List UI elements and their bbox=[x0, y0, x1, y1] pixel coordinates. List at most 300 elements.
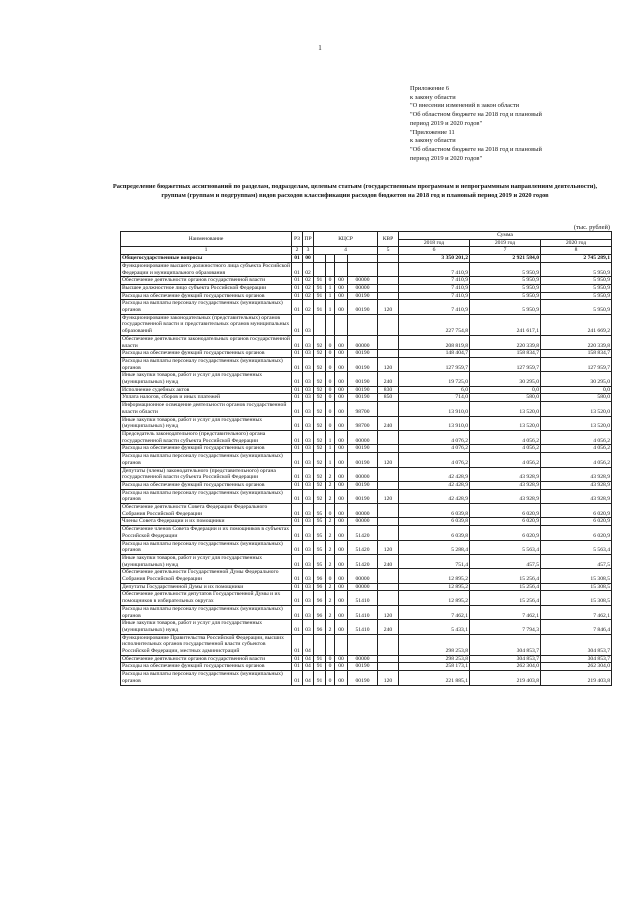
cell-kcsr-direction: 00000 bbox=[348, 569, 378, 583]
cell-sum-2020: 304 853,7 bbox=[541, 655, 612, 663]
cell-sum-2018: 148 404,7 bbox=[399, 350, 470, 358]
page-number: 1 bbox=[318, 44, 322, 52]
cell-sum-2019: 127 959,7 bbox=[470, 357, 541, 371]
appendix-line: Приложение 6 bbox=[410, 85, 450, 92]
cell-kcsr-event: 00 bbox=[335, 416, 348, 430]
cell-sum-2020: 4 056,2 bbox=[541, 445, 612, 453]
cell-rz: 01 bbox=[292, 671, 303, 685]
cell-pr: 03 bbox=[303, 386, 314, 394]
cell-kcsr-event: 00 bbox=[335, 554, 348, 568]
cell-name: Обеспечение деятельности депутатов Государственной Думы и их помощников в избирательных округах bbox=[121, 591, 292, 605]
cell-kcsr-direction: 00190 bbox=[348, 357, 378, 371]
header-name: Наименование bbox=[121, 232, 292, 247]
cell-kvr: 240 bbox=[378, 416, 399, 430]
cell-sum-2020: 6 020,9 bbox=[541, 518, 612, 526]
document-title: Распределение бюджетных ассигнований по разделам, подразделам, целевым статьям (государственным программам и непрограммным направлениям деятельности), группам (группам и подгруппам) видов расходов классификации расходов бюджетов на 2018 год и плановый период 2019 и 2020 годов bbox=[112, 183, 598, 199]
cell-kcsr-program: 92 bbox=[314, 402, 326, 416]
cell-name: Расходы на выплаты персоналу государственных (муниципальных) органов bbox=[121, 453, 292, 467]
table-row bbox=[121, 255, 612, 263]
header-2018: 2018 год bbox=[399, 239, 470, 247]
cell-kvr bbox=[378, 314, 399, 335]
cell-sum-2018: 221 885,1 bbox=[399, 671, 470, 685]
cell-kcsr-direction bbox=[348, 634, 378, 655]
cell-kcsr-event: 00 bbox=[335, 335, 348, 349]
cell-kcsr-event: 00 bbox=[335, 394, 348, 402]
cell-rz: 01 bbox=[292, 489, 303, 503]
cell-kcsr-subprogram: 0 bbox=[326, 335, 335, 349]
cell-sum-2020: 5 950,9 bbox=[541, 262, 612, 276]
table-row bbox=[121, 526, 612, 540]
cell-rz: 01 bbox=[292, 605, 303, 619]
cell-name: Расходы на обеспечение функций государственных органов bbox=[121, 445, 292, 453]
cell-sum-2018: 12 895,2 bbox=[399, 569, 470, 583]
cell-rz: 01 bbox=[292, 540, 303, 554]
cell-kcsr-program: 92 bbox=[314, 489, 326, 503]
table-row bbox=[121, 335, 612, 349]
cell-kcsr-event: 00 bbox=[335, 300, 348, 314]
cell-name: Депутаты (члены) законодательного (представительного) органа государственной власти субъекта Российской Федерации bbox=[121, 467, 292, 481]
cell-kvr bbox=[378, 634, 399, 655]
cell-name: Функционирование Правительства Российской Федерации, высших исполнительных органов государственной власти субъектов Российской Федерации, местных администраций bbox=[121, 634, 292, 655]
cell-name: Расходы на выплаты персоналу государственных (муниципальных) органов bbox=[121, 489, 292, 503]
table-row bbox=[121, 518, 612, 526]
cell-kvr bbox=[378, 526, 399, 540]
cell-kcsr-program: 96 bbox=[314, 569, 326, 583]
cell-sum-2019: 241 617,1 bbox=[470, 314, 541, 335]
cell-kcsr-direction bbox=[348, 255, 378, 263]
cell-rz: 01 bbox=[292, 634, 303, 655]
cell-sum-2020: 7 462,1 bbox=[541, 605, 612, 619]
cell-kvr: 830 bbox=[378, 386, 399, 394]
cell-kcsr-subprogram: 2 bbox=[326, 526, 335, 540]
cell-pr: 03 bbox=[303, 540, 314, 554]
table-row bbox=[121, 284, 612, 292]
cell-rz: 01 bbox=[292, 620, 303, 634]
cell-sum-2019: 219 403,8 bbox=[470, 671, 541, 685]
cell-kvr: 240 bbox=[378, 554, 399, 568]
cell-sum-2018: 7 410,9 bbox=[399, 277, 470, 285]
cell-kcsr-subprogram: 1 bbox=[326, 445, 335, 453]
cell-name: Уплата налогов, сборов и иных платежей bbox=[121, 394, 292, 402]
cell-kcsr-program: 95 bbox=[314, 554, 326, 568]
cell-rz: 01 bbox=[292, 335, 303, 349]
cell-kvr: 120 bbox=[378, 540, 399, 554]
cell-kcsr-direction: 00190 bbox=[348, 671, 378, 685]
cell-rz: 01 bbox=[292, 402, 303, 416]
cell-pr: 02 bbox=[303, 277, 314, 285]
cell-sum-2020: 15 308,5 bbox=[541, 583, 612, 591]
cell-kcsr-subprogram: 0 bbox=[326, 663, 335, 671]
cell-kcsr-event: 00 bbox=[335, 481, 348, 489]
table-row bbox=[121, 655, 612, 663]
cell-kcsr-event: 00 bbox=[335, 284, 348, 292]
cell-kcsr-subprogram: 0 bbox=[326, 671, 335, 685]
cell-rz: 01 bbox=[292, 481, 303, 489]
cell-kcsr-program: 92 bbox=[314, 430, 326, 444]
column-index: 3 bbox=[303, 247, 314, 255]
cell-kcsr-program: 91 bbox=[314, 655, 326, 663]
table-row bbox=[121, 583, 612, 591]
cell-name: Обеспечение деятельности органов государственной власти bbox=[121, 655, 292, 663]
cell-kvr: 850 bbox=[378, 394, 399, 402]
cell-sum-2020: 2 745 289,1 bbox=[541, 255, 612, 263]
cell-pr: 00 bbox=[303, 255, 314, 263]
cell-sum-2020: 6 020,9 bbox=[541, 526, 612, 540]
cell-kcsr-direction: 00000 bbox=[348, 335, 378, 349]
cell-kcsr-subprogram bbox=[326, 634, 335, 655]
cell-kcsr-event: 00 bbox=[335, 655, 348, 663]
cell-sum-2018: 4 076,2 bbox=[399, 453, 470, 467]
cell-kcsr-event: 00 bbox=[335, 453, 348, 467]
cell-pr: 03 bbox=[303, 504, 314, 518]
cell-pr: 03 bbox=[303, 453, 314, 467]
cell-name: Функционирование высшего должностного лица субъекта Российской Федерации и муниципального образования bbox=[122, 262, 290, 276]
table-row bbox=[121, 445, 612, 453]
cell-sum-2019: 6 020,9 bbox=[470, 526, 541, 540]
column-index: 6 bbox=[399, 247, 470, 255]
cell-sum-2019: 262 304,0 bbox=[470, 663, 541, 671]
cell-kcsr-direction bbox=[348, 262, 378, 276]
appendix-line: к закону области bbox=[410, 93, 456, 101]
cell-sum-2018: 13 910,0 bbox=[399, 416, 470, 430]
cell-sum-2020: 5 950,9 bbox=[541, 284, 612, 292]
column-index: 5 bbox=[378, 247, 399, 255]
cell-name: Исполнение судебных актов bbox=[121, 386, 292, 394]
cell-rz: 01 bbox=[292, 591, 303, 605]
appendix-line: период 2019 и 2020 годов" bbox=[410, 154, 483, 162]
cell-kcsr-subprogram: 1 bbox=[326, 292, 335, 300]
cell-name: Расходы на обеспечение функций государственных органов bbox=[121, 292, 292, 300]
column-index: 4 bbox=[314, 247, 378, 255]
table-row bbox=[121, 300, 612, 314]
cell-kcsr-direction: 00190 bbox=[348, 386, 378, 394]
cell-kcsr-program: 92 bbox=[314, 357, 326, 371]
cell-pr: 03 bbox=[303, 445, 314, 453]
cell-name: Обеспечение деятельности законодательных органов государственной власти bbox=[122, 335, 290, 349]
table-row bbox=[121, 605, 612, 619]
cell-rz: 01 bbox=[292, 583, 303, 591]
cell-name: Расходы на выплаты персоналу государственных (муниципальных) органов bbox=[121, 300, 292, 314]
cell-kvr: 240 bbox=[378, 372, 399, 386]
cell-kcsr-event: 00 bbox=[335, 620, 348, 634]
cell-sum-2020: 5 950,9 bbox=[541, 300, 612, 314]
cell-rz: 01 bbox=[292, 300, 303, 314]
cell-name: Иные закупки товаров, работ и услуг для государственных (муниципальных) нужд bbox=[121, 620, 292, 634]
cell-pr: 02 bbox=[303, 284, 314, 292]
cell-kcsr-program: 92 bbox=[314, 481, 326, 489]
cell-kcsr-direction: 00190 bbox=[348, 350, 378, 358]
cell-kcsr-program: 95 bbox=[314, 526, 326, 540]
cell-sum-2019: 5 950,9 bbox=[470, 262, 541, 276]
cell-sum-2018: 42 428,9 bbox=[399, 467, 470, 481]
column-index: 7 bbox=[470, 247, 541, 255]
cell-kvr bbox=[378, 255, 399, 263]
cell-rz: 01 bbox=[292, 569, 303, 583]
cell-pr: 02 bbox=[303, 262, 314, 276]
cell-sum-2020: 7 846,4 bbox=[541, 620, 612, 634]
cell-sum-2018: 4 076,2 bbox=[399, 430, 470, 444]
cell-name: Расходы на обеспечение функций государственных органов bbox=[121, 663, 292, 671]
cell-pr: 03 bbox=[303, 372, 314, 386]
cell-rz: 01 bbox=[292, 416, 303, 430]
cell-kcsr-program: 91 bbox=[314, 300, 326, 314]
cell-kcsr-event: 00 bbox=[335, 467, 348, 481]
cell-kcsr-event bbox=[335, 314, 348, 335]
cell-kcsr-program bbox=[314, 634, 326, 655]
cell-name: Информационное освещение деятельности органов государственной власти области bbox=[121, 402, 292, 416]
header-sum: Сумма bbox=[399, 232, 612, 240]
cell-sum-2018: 298 253,8 bbox=[399, 655, 470, 663]
table-row bbox=[121, 671, 612, 685]
appendix-line: "О внесении изменений в закон области bbox=[410, 102, 520, 110]
cell-kcsr-program: 92 bbox=[314, 467, 326, 481]
table-row bbox=[121, 386, 612, 394]
cell-kcsr-event bbox=[335, 634, 348, 655]
cell-sum-2020: 13 520,0 bbox=[541, 402, 612, 416]
cell-rz: 01 bbox=[292, 663, 303, 671]
cell-sum-2020: 5 950,9 bbox=[541, 277, 612, 285]
cell-sum-2018: 5 433,1 bbox=[399, 620, 470, 634]
cell-name: Функционирование законодательных (представительных) органов государственной власти и представительных органов муниципальных образований bbox=[121, 314, 292, 335]
cell-sum-2019: 5 950,9 bbox=[470, 284, 541, 292]
cell-kcsr-direction bbox=[348, 314, 378, 335]
cell-sum-2018: 7 410,9 bbox=[399, 284, 470, 292]
column-index: 8 bbox=[541, 247, 612, 255]
cell-kcsr-direction: 00000 bbox=[348, 583, 378, 591]
cell-kvr bbox=[378, 569, 399, 583]
cell-sum-2020: 43 928,9 bbox=[541, 481, 612, 489]
cell-kcsr-direction: 51410 bbox=[348, 605, 378, 619]
cell-kcsr-direction: 00000 bbox=[348, 655, 378, 663]
cell-name: Обеспечение деятельности Совета Федерации Федерального Собрания Российской Федерации bbox=[121, 504, 292, 518]
cell-kcsr-direction: 00190 bbox=[348, 489, 378, 503]
cell-kcsr-direction: 00190 bbox=[348, 481, 378, 489]
cell-rz: 01 bbox=[292, 357, 303, 371]
cell-sum-2019: 15 256,4 bbox=[470, 591, 541, 605]
cell-sum-2020: 4 056,2 bbox=[541, 430, 612, 444]
cell-kcsr-subprogram bbox=[326, 314, 335, 335]
cell-sum-2018: 12 895,2 bbox=[399, 583, 470, 591]
cell-kcsr-program: 92 bbox=[314, 453, 326, 467]
cell-kcsr-event: 00 bbox=[335, 591, 348, 605]
cell-sum-2019: 7 462,1 bbox=[470, 605, 541, 619]
cell-kcsr-direction: 00190 bbox=[348, 663, 378, 671]
cell-kcsr-program: 91 bbox=[314, 284, 326, 292]
cell-rz: 01 bbox=[292, 255, 303, 263]
units-label: (тыс. рублей) bbox=[573, 224, 610, 231]
cell-kcsr-subprogram: 0 bbox=[326, 277, 335, 285]
cell-kcsr-subprogram: 0 bbox=[326, 350, 335, 358]
cell-kcsr-direction: 00000 bbox=[348, 284, 378, 292]
cell-kcsr-event: 00 bbox=[335, 402, 348, 416]
cell-rz: 01 bbox=[292, 526, 303, 540]
cell-kcsr-subprogram: 0 bbox=[326, 569, 335, 583]
cell-pr: 03 bbox=[303, 350, 314, 358]
cell-sum-2018: 6,0 bbox=[399, 386, 470, 394]
cell-kvr bbox=[378, 467, 399, 481]
cell-rz: 01 bbox=[292, 292, 303, 300]
table-row bbox=[121, 453, 612, 467]
cell-kcsr-event: 00 bbox=[335, 292, 348, 300]
cell-sum-2018: 4 076,2 bbox=[399, 445, 470, 453]
cell-sum-2020: 0,0 bbox=[541, 386, 612, 394]
cell-kcsr-direction: 51410 bbox=[348, 591, 378, 605]
cell-rz: 01 bbox=[292, 554, 303, 568]
cell-kcsr-program: 92 bbox=[314, 350, 326, 358]
cell-sum-2020: 6 020,9 bbox=[541, 504, 612, 518]
table-row bbox=[121, 489, 612, 503]
cell-kcsr-event: 00 bbox=[335, 372, 348, 386]
cell-kcsr-direction: 00190 bbox=[348, 300, 378, 314]
table-row bbox=[121, 540, 612, 554]
cell-sum-2018: 258 173,1 bbox=[399, 663, 470, 671]
cell-rz: 01 bbox=[292, 284, 303, 292]
cell-kcsr-event: 00 bbox=[335, 277, 348, 285]
cell-sum-2018: 6 039,8 bbox=[399, 518, 470, 526]
cell-sum-2018: 298 253,8 bbox=[399, 634, 470, 655]
cell-sum-2018: 5 288,4 bbox=[399, 540, 470, 554]
cell-kcsr-direction: 00000 bbox=[348, 467, 378, 481]
cell-kvr bbox=[378, 655, 399, 663]
cell-rz: 01 bbox=[292, 394, 303, 402]
cell-sum-2019: 13 520,0 bbox=[470, 416, 541, 430]
table-row bbox=[121, 416, 612, 430]
cell-kcsr-direction: 00190 bbox=[348, 292, 378, 300]
cell-sum-2019: 6 020,9 bbox=[470, 504, 541, 518]
cell-kvr bbox=[378, 504, 399, 518]
cell-sum-2019: 4 056,2 bbox=[470, 430, 541, 444]
cell-kcsr-subprogram: 2 bbox=[326, 583, 335, 591]
cell-kcsr-subprogram: 0 bbox=[326, 402, 335, 416]
cell-kcsr-direction: 00190 bbox=[348, 372, 378, 386]
cell-sum-2019: 15 256,4 bbox=[470, 583, 541, 591]
cell-kcsr-program: 92 bbox=[314, 372, 326, 386]
cell-sum-2020: 5 563,4 bbox=[541, 540, 612, 554]
cell-kcsr-event: 00 bbox=[335, 583, 348, 591]
cell-kcsr-direction: 51420 bbox=[348, 540, 378, 554]
cell-kcsr-direction: 00190 bbox=[348, 445, 378, 453]
cell-kcsr-subprogram: 0 bbox=[326, 357, 335, 371]
cell-sum-2020: 15 308,5 bbox=[541, 569, 612, 583]
cell-kcsr-subprogram: 0 bbox=[326, 504, 335, 518]
cell-sum-2018: 751,4 bbox=[399, 554, 470, 568]
cell-pr: 03 bbox=[303, 357, 314, 371]
column-index-row bbox=[121, 247, 612, 255]
cell-pr: 03 bbox=[303, 591, 314, 605]
table-row bbox=[121, 262, 612, 276]
cell-kvr bbox=[378, 335, 399, 349]
cell-kvr bbox=[378, 445, 399, 453]
cell-sum-2019: 43 928,9 bbox=[470, 481, 541, 489]
cell-sum-2019: 158 834,7 bbox=[470, 350, 541, 358]
cell-kcsr-direction: 00000 bbox=[348, 504, 378, 518]
cell-sum-2019: 4 056,2 bbox=[470, 453, 541, 467]
cell-sum-2020: 5 950,9 bbox=[541, 292, 612, 300]
cell-kcsr-subprogram bbox=[326, 255, 335, 263]
cell-rz: 01 bbox=[292, 467, 303, 481]
cell-kcsr-event: 00 bbox=[335, 504, 348, 518]
header-rz: РЗ bbox=[292, 232, 303, 247]
cell-sum-2018: 7 410,9 bbox=[399, 262, 470, 276]
appendix-line: "Об областном бюджете на 2018 год и плановый bbox=[410, 145, 542, 153]
cell-rz: 01 bbox=[292, 262, 303, 276]
table-row bbox=[121, 277, 612, 285]
cell-kcsr-program: 96 bbox=[314, 605, 326, 619]
cell-pr: 03 bbox=[303, 394, 314, 402]
cell-kcsr-program: 96 bbox=[314, 620, 326, 634]
cell-sum-2020: 262 304,0 bbox=[541, 663, 612, 671]
cell-kcsr-subprogram: 0 bbox=[326, 386, 335, 394]
column-index: 2 bbox=[292, 247, 303, 255]
cell-kcsr-program bbox=[314, 262, 326, 276]
table-row bbox=[121, 504, 612, 518]
cell-name: Иные закупки товаров, работ и услуг для государственных (муниципальных) нужд bbox=[121, 416, 292, 430]
cell-name: Иные закупки товаров, работ и услуг для государственных (муниципальных) нужд bbox=[121, 372, 292, 386]
cell-name: Расходы на обеспечение функций государственных органов bbox=[121, 481, 292, 489]
cell-sum-2020: 30 295,0 bbox=[541, 372, 612, 386]
cell-name: Обеспечение деятельности органов государственной власти bbox=[121, 277, 292, 285]
cell-pr: 04 bbox=[303, 634, 314, 655]
cell-pr: 03 bbox=[303, 605, 314, 619]
cell-sum-2019: 5 950,9 bbox=[470, 292, 541, 300]
cell-kcsr-program: 91 bbox=[314, 277, 326, 285]
cell-pr: 03 bbox=[303, 554, 314, 568]
header-kcsr: КЦСР bbox=[314, 232, 378, 247]
cell-kvr: 120 bbox=[378, 605, 399, 619]
cell-sum-2019: 457,5 bbox=[470, 554, 541, 568]
cell-rz: 01 bbox=[292, 277, 303, 285]
header-2019: 2019 год bbox=[470, 239, 541, 247]
cell-kcsr-event: 00 bbox=[335, 569, 348, 583]
cell-name: Обеспечение членов Совета Федерации и их помощников в субъектах Российской Федерации bbox=[121, 526, 292, 540]
cell-kcsr-event: 00 bbox=[335, 663, 348, 671]
table-row bbox=[121, 314, 612, 335]
cell-kcsr-event: 00 bbox=[335, 526, 348, 540]
cell-sum-2019: 7 794,3 bbox=[470, 620, 541, 634]
cell-kcsr-direction: 00190 bbox=[348, 394, 378, 402]
cell-sum-2019: 5 950,9 bbox=[470, 300, 541, 314]
cell-sum-2018: 127 959,7 bbox=[399, 357, 470, 371]
table-row bbox=[121, 569, 612, 583]
cell-kcsr-subprogram: 2 bbox=[326, 489, 335, 503]
cell-kcsr-subprogram: 1 bbox=[326, 430, 335, 444]
cell-pr: 03 bbox=[303, 467, 314, 481]
cell-pr: 03 bbox=[303, 518, 314, 526]
table-row bbox=[121, 357, 612, 371]
cell-kcsr-subprogram: 0 bbox=[326, 655, 335, 663]
cell-kcsr-event bbox=[335, 255, 348, 263]
table-row bbox=[121, 620, 612, 634]
cell-kvr bbox=[378, 402, 399, 416]
cell-kcsr-event: 00 bbox=[335, 430, 348, 444]
cell-kvr bbox=[378, 430, 399, 444]
cell-pr: 03 bbox=[303, 583, 314, 591]
appendix-line: период 2019 и 2020 годов" bbox=[410, 119, 483, 127]
cell-kvr bbox=[378, 518, 399, 526]
cell-kcsr-subprogram: 2 bbox=[326, 518, 335, 526]
cell-rz: 01 bbox=[292, 518, 303, 526]
cell-name: Расходы на обеспечение функций государственных органов bbox=[121, 350, 292, 358]
cell-kcsr-event bbox=[335, 262, 348, 276]
cell-kcsr-direction: 00190 bbox=[348, 453, 378, 467]
cell-name: Расходы на выплаты персоналу государственных (муниципальных) органов bbox=[121, 605, 292, 619]
cell-kcsr-subprogram: 2 bbox=[326, 467, 335, 481]
cell-kcsr-subprogram: 1 bbox=[326, 300, 335, 314]
cell-pr: 03 bbox=[303, 335, 314, 349]
table-row bbox=[121, 554, 612, 568]
table-row bbox=[121, 663, 612, 671]
cell-sum-2018: 13 910,0 bbox=[399, 402, 470, 416]
